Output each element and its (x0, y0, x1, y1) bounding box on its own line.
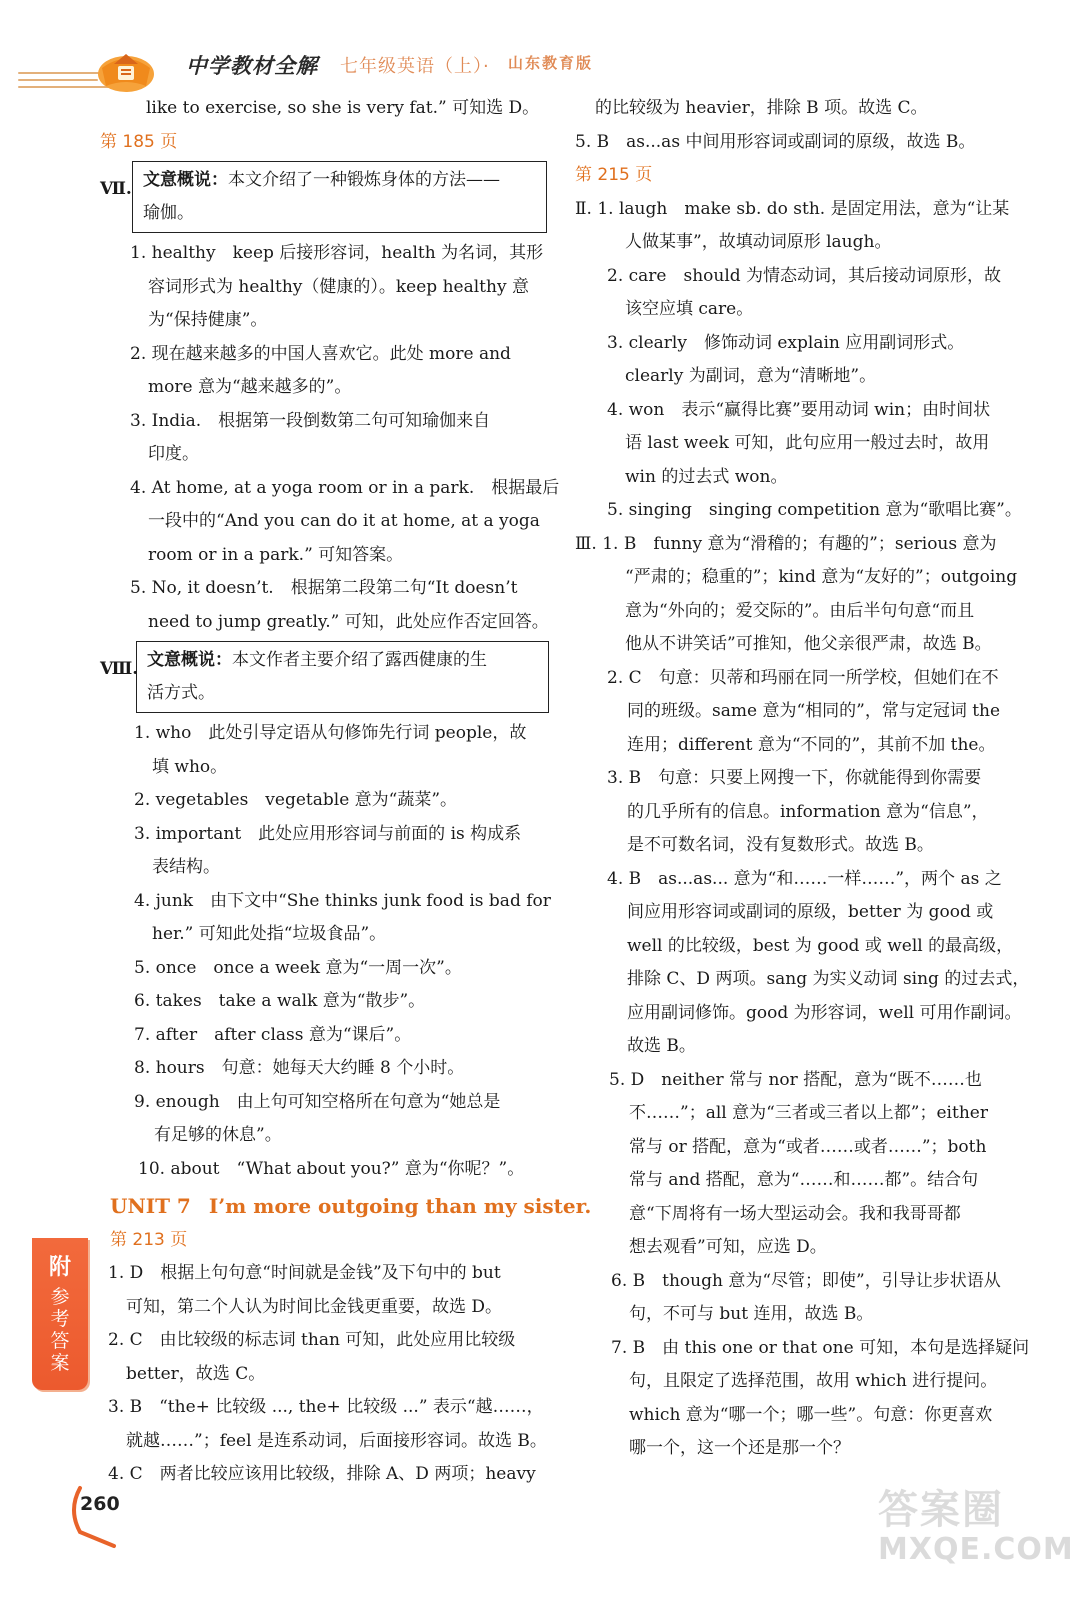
side-tab-label: 附 (48, 1255, 71, 1280)
answer-item: 2. care should 为情态动词，其后接动词原形，故 (607, 265, 1002, 286)
answer-item: 4. At home, at a yoga room or in a park. 根据最后 (130, 477, 560, 498)
page-reference: 第 213 页 (110, 1229, 188, 1250)
summary-box (136, 641, 549, 713)
answer-item: 7. after after class 意为“课后”。 (134, 1024, 412, 1045)
answer-item-cont: 该空应填 care。 (625, 299, 754, 319)
answer-item: 3. India. 根据第一段倒数第二句可知瑜伽来自 (130, 410, 491, 431)
answer-item: 1. D 根据上句句意“时间就是金钱”及下句中的 but (108, 1263, 501, 1283)
course-title: 七年级英语（上）· (340, 56, 490, 77)
summary-label: 文意概说： (147, 650, 232, 670)
answer-item-cont: win 的过去式 won。 (625, 466, 788, 487)
answer-item: 2. 现在越来越多的中国人喜欢它。此处 more and (130, 343, 511, 364)
page-number-decoration-icon (66, 1480, 126, 1550)
answer-item-cont: 人做某事”，故填动词原形 laugh。 (625, 232, 892, 252)
answer-item-cont: 容词形式为 healthy（健康的）。keep healthy 意 (148, 276, 529, 297)
answer-item-cont: her.” 可知此处指“垃圾食品”。 (152, 924, 387, 944)
answer-item-cont: 表结构。 (152, 857, 220, 877)
page-number: 260 (80, 1493, 120, 1515)
right-column (575, 92, 1030, 1466)
answer-item-cont: 的几乎所有的信息。information 意为“信息”， (627, 801, 989, 822)
answer-item: 7. B 由 this one or that one 可知，本句是选择疑问 (611, 1337, 1030, 1358)
unit-title: I’m more outgoing than my sister. (208, 1194, 592, 1218)
text-line: like to exercise, so she is very fat.” 可知选 D。 (146, 98, 540, 118)
answer-item: 3. important 此处应用形容词与前面的 is 构成系 (134, 823, 522, 844)
answer-item-cont: 是不可数名词，没有复数形式。故选 B。 (627, 835, 934, 855)
answer-list-ii (575, 193, 1030, 528)
answer-item-cont: room or in a park.” 可知答案。 (148, 544, 404, 565)
side-tab-char: 答 (50, 1330, 70, 1352)
answer-item-cont: “严肃的；稳重的”；kind 意为“友好的”；outgoing (625, 567, 1018, 587)
summary-text: 本文介绍了一种锻炼身体的方法—— (228, 170, 500, 190)
answer-item-cont: 排除 C、D 两项。sang 为实义动词 sing 的过去式， (627, 969, 1030, 989)
side-tab-char: 考 (50, 1308, 70, 1330)
answer-item-cont: 意“下周将有一场大型运动会。我和我哥哥都 (629, 1203, 961, 1224)
answer-item: 2. C 由比较级的标志词 than 可知，此处应用比较级 (108, 1330, 516, 1350)
answer-item-cont: 间应用形容词或副词的原级，better 为 good 或 (627, 902, 994, 922)
answer-item-cont: well 的比较级，best 为 good 或 well 的最高级， (627, 935, 1014, 956)
answer-item-cont: 常与 and 搭配，意为“……和……都”。结合句 (629, 1170, 979, 1190)
answer-item: 1. healthy keep 后接形容词，health 为名词，其形 (130, 243, 544, 263)
answer-item-cont: 他从不讲笑话”可推知，他父亲很严肃，故选 B。 (625, 634, 992, 654)
answer-item-cont: 想去观看”可知，应选 D。 (629, 1237, 827, 1257)
side-tab-char: 案 (50, 1352, 70, 1374)
answer-item-cont: 印度。 (148, 444, 199, 464)
watermark (878, 1478, 1074, 1570)
page-reference: 第 185 页 (100, 131, 178, 152)
answer-item-cont: 句，不可与 but 连用，故选 B。 (629, 1304, 874, 1324)
summary-box (132, 161, 547, 233)
summary-text: 活方式。 (147, 683, 215, 703)
unit-label: UNIT 7 (110, 1194, 191, 1218)
answer-item: 6. takes take a walk 意为“散步”。 (134, 991, 426, 1011)
answer-item: 3. B 句意：只要上网搜一下，你就能得到你需要 (607, 768, 982, 788)
text-line: 的比较级为 heavier，排除 B 项。故选 C。 (595, 98, 928, 118)
page-reference: 第 215 页 (575, 165, 653, 185)
answer-item-cont: 不……”；all 意为“三者或三者以上都”；either (629, 1103, 988, 1123)
answer-item: 4. C 两者比较应该用比较级，排除 A、D 两项；heavy (108, 1464, 536, 1484)
side-tab-title (32, 1286, 88, 1374)
answer-item-cont: 故选 B。 (627, 1036, 696, 1056)
answer-item: 3. clearly 修饰动词 explain 应用副词形式。 (607, 332, 965, 353)
answer-item-cont: 同的班级。same 意为“相同的”，常与定冠词 the (627, 701, 1001, 721)
page-header (0, 28, 1083, 98)
answer-item: 5. B as...as 中间用形容词或副词的原级，故选 B。 (575, 131, 976, 152)
answer-item: 5. singing singing competition 意为“歌唱比赛”。 (607, 500, 1022, 520)
answer-item: 2. vegetables vegetable 意为“蔬菜”。 (134, 790, 458, 810)
answer-item-cont: 一段中的“And you can do it at home, at a yoga (148, 511, 540, 531)
answer-item: 3. B “the+ 比较级 ..., the+ 比较级 ...” 表示“越……， (108, 1397, 544, 1417)
answer-item-cont: 可知，第二个人认为时间比金钱更重要，故选 D。 (126, 1296, 503, 1317)
answer-list-viii (100, 717, 555, 1186)
unit-heading (100, 1190, 592, 1224)
watermark-url: MXQE.COM (878, 1532, 1074, 1567)
answer-item: Ⅲ. 1. B funny 意为“滑稽的；有趣的”；serious 意为 (575, 533, 997, 554)
answer-item-cont: 填 who。 (152, 756, 228, 777)
answer-item: 1. who 此处引导定语从句修饰先行词 people，故 (134, 723, 527, 743)
answer-item: 5. No, it doesn’t. 根据第二段第二句“It doesn’t (130, 578, 518, 598)
answer-item-cont: 意为“外向的；爱交际的”。由后半句句意“而且 (625, 600, 975, 621)
answer-item-cont: which 意为“哪一个；哪一些”。句意：你更喜欢 (629, 1404, 993, 1425)
summary-label: 文意概说： (143, 170, 228, 190)
answer-list-iii (575, 528, 1030, 1466)
watermark-logo-text: 答案圈 (878, 1487, 1004, 1533)
answer-item: 4. junk 由下文中“She thinks junk food is bad for (134, 890, 551, 911)
section-number: Ⅷ. (100, 659, 139, 679)
answer-item: 8. hours 句意：她每天大约睡 8 个小时。 (134, 1058, 465, 1078)
answer-item-cont: 为“保持健康”。 (148, 310, 268, 330)
answer-item: 5. D neither 常与 nor 搭配，意为“既不……也 (609, 1069, 982, 1090)
book-logo-icon (92, 42, 162, 96)
section-number: Ⅶ. (100, 179, 132, 199)
summary-text: 本文作者主要介绍了露西健康的生 (232, 650, 487, 670)
answer-item-cont: 有足够的休息”。 (154, 1125, 282, 1145)
answer-item: Ⅱ. 1. laugh make sb. do sth. 是固定用法，意为“让某 (575, 198, 1010, 219)
answer-item: 2. C 句意：贝蒂和玛丽在同一所学校，但她们在不 (607, 667, 999, 688)
answer-item-cont: 常与 or 搭配，意为“或者……或者……”；both (629, 1136, 987, 1157)
summary-text: 瑜伽。 (143, 203, 194, 223)
answer-item-cont: 应用副词修饰。good 为形容词，well 可用作副词。 (627, 1002, 1022, 1023)
appendix-side-tab (32, 1238, 88, 1390)
answer-item: 6. B though 意为“尽管；即使”，引导让步状语从 (611, 1270, 1001, 1291)
answer-item: 4. won 表示“赢得比赛”要用动词 win；由时间状 (607, 399, 991, 420)
answer-item-cont: clearly 为副词，意为“清晰地”。 (625, 366, 877, 386)
answer-item: 5. once once a week 意为“一周一次”。 (134, 957, 462, 978)
answer-item-cont: better，故选 C。 (126, 1363, 266, 1384)
answer-item-cont: more 意为“越来越多的”。 (148, 377, 352, 397)
answer-item-cont: 哪一个，这一个还是那一个？ (629, 1438, 850, 1458)
answer-item-cont: 就越……”；feel 是连系动词，后面接形容词。故选 B。 (126, 1430, 547, 1451)
answer-item: 10. about “What about you?” 意为“你呢？”。 (138, 1158, 525, 1179)
answer-item-cont: 语 last week 可知，此句应用一般过去时，故用 (625, 433, 990, 453)
answer-item-cont: 连用；different 意为“不同的”，其前不加 the。 (627, 734, 996, 755)
answer-list-unit7 (100, 1257, 555, 1492)
left-column (100, 92, 592, 1492)
section-vii-summary (100, 161, 555, 233)
answer-item: 9. enough 由上句可知空格所在句意为“她总是 (134, 1091, 501, 1112)
publisher-label: 山东教育版 (508, 54, 594, 72)
answer-item-cont: 句，且限定了选择范围，故用 which 进行提问。 (629, 1371, 998, 1391)
answer-item-cont: need to jump greatly.” 可知，此处应作否定回答。 (148, 611, 549, 632)
answer-list-vii (100, 237, 560, 639)
section-viii-summary (100, 641, 555, 713)
brand-title: 中学教材全解 (186, 54, 318, 78)
side-tab-char: 参 (50, 1286, 70, 1308)
answer-item: 4. B as...as... 意为“和……一样……”，两个 as 之 (607, 868, 1002, 889)
